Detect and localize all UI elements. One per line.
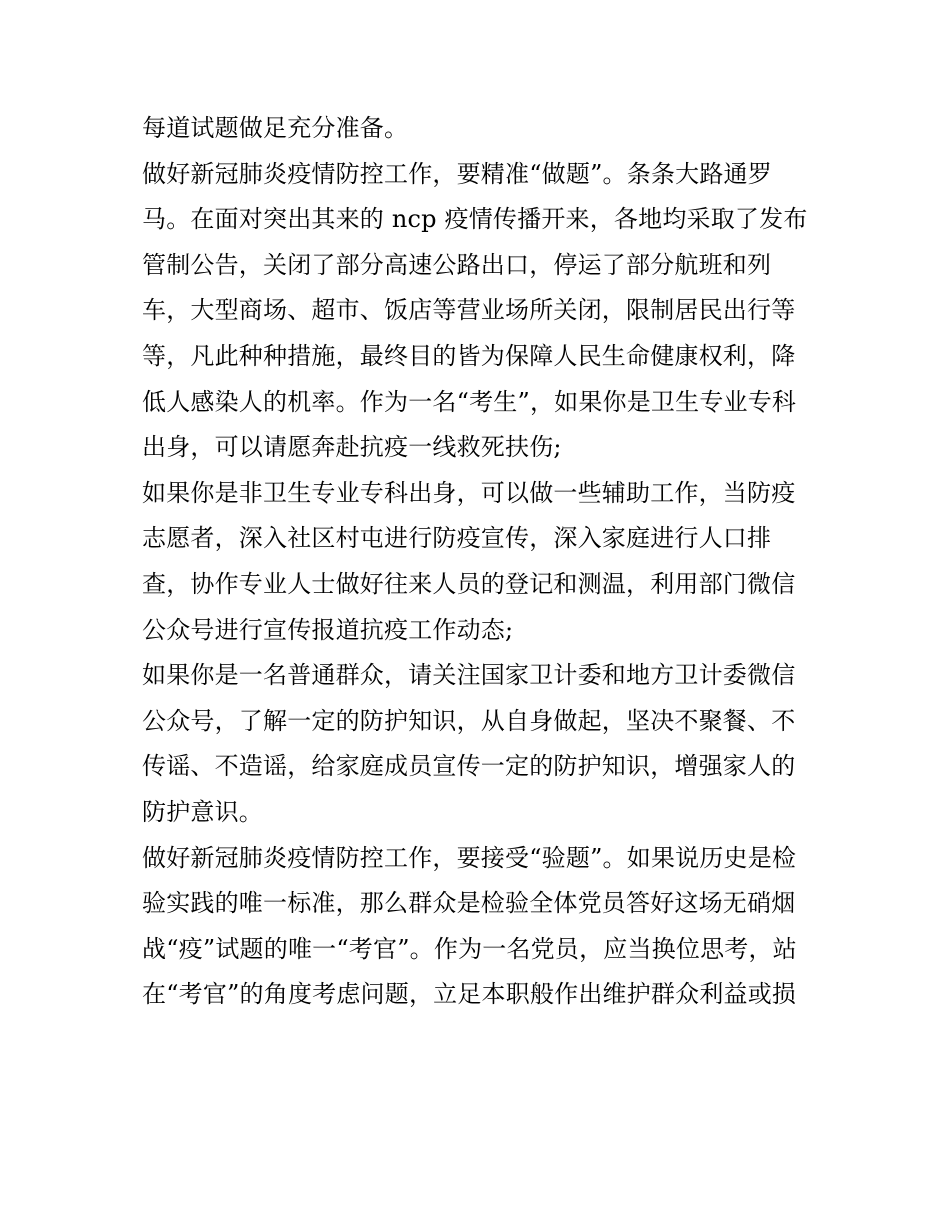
text-line: 做好新冠肺炎疫情防控工作，要精准“做题”。条条大路通罗 [142,159,772,188]
text-line: 车，大型商场、超市、饭店等营业场所关闭，限制居民出行等 [142,296,796,325]
text-line: 公众号，了解一定的防护知识，从自身做起，坚决不聚餐、不 [142,706,796,735]
text-line: 等，凡此种种措施，最终目的皆为保障人民生命健康权利，降 [142,341,796,370]
text-line: 马。在面对突出其来的 ncp 疫情传播开来，各地均采取了发布 [142,205,808,234]
text-line: 志愿者，深入社区村屯进行防疫宣传，深入家庭进行人口排 [142,524,772,553]
text-line: 做好新冠肺炎疫情防控工作，要接受“验题”。如果说历史是检 [142,843,797,872]
text-line: 在“考官”的角度考虑问题，立足本职般作出维护群众利益或损 [142,980,797,1009]
text-line: 验实践的唯一标准，那么群众是检验全体党员答好这场无硝烟 [142,889,796,918]
text-line: 每道试题做足充分准备。 [142,114,409,142]
text-line: 管制公告，关闭了部分高速公路出口，停运了部分航班和列 [142,250,772,279]
text-line: 防护意识。 [142,797,263,826]
text-line: 战“疫”试题的唯一“考官”。作为一名党员，应当换位思考，站 [142,934,797,963]
text-line: 查，协作专业人士做好往来人员的登记和测温，利用部门微信 [142,569,796,598]
body-text [142,106,822,1018]
text-line: 公众号进行宣传报道抗疫工作动态; [142,615,514,644]
text-line: 如果你是非卫生专业专科出身，可以做一些辅助工作，当防疫 [142,478,796,507]
text-line: 低人感染人的机率。作为一名“考生”，如果你是卫生专业专科 [142,387,797,416]
text-line: 出身，可以请愿奔赴抗疫一线救死扶伤; [142,433,562,462]
text-line: 如果你是一名普通群众，请关注国家卫计委和地方卫计委微信 [142,661,796,690]
text-line: 传谣、不造谣，给家庭成员宣传一定的防护知识，增强家人的 [142,752,796,781]
